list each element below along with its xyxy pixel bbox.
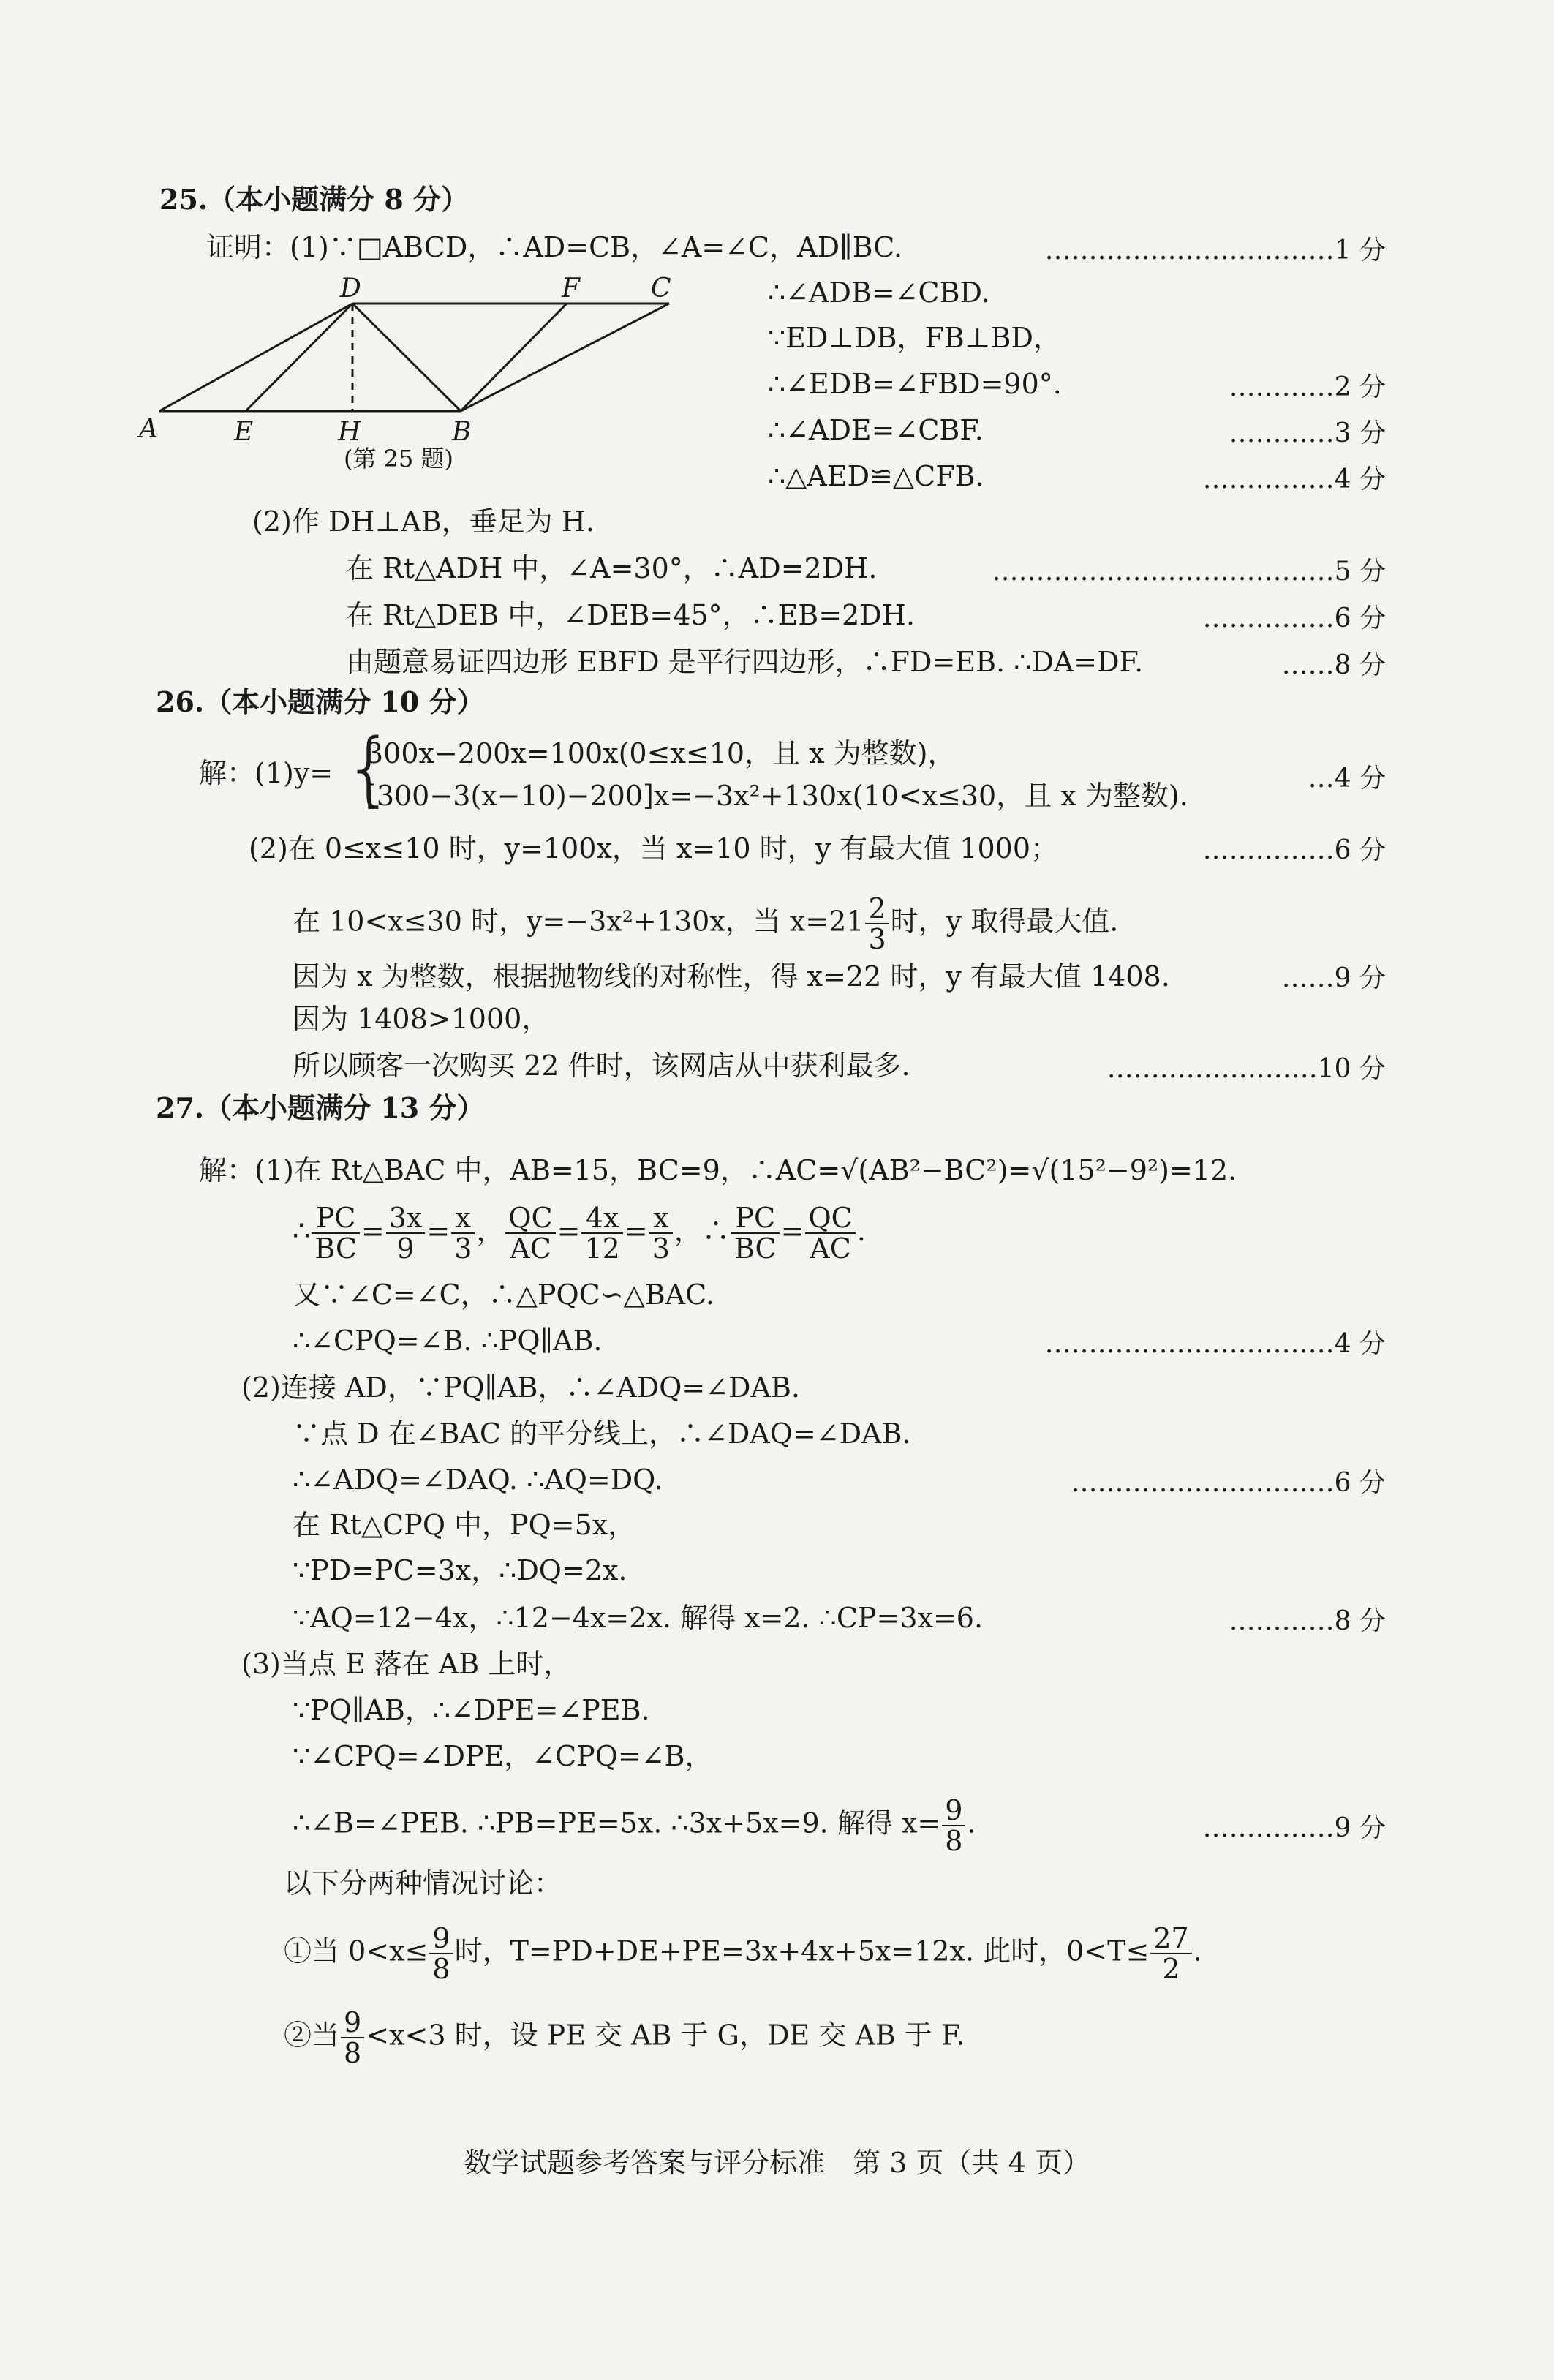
q27-line-5: (2)连接 AD，∵PQ∥AB，∴∠ADQ=∠DAB. (241, 1371, 800, 1404)
operator-text: = (361, 1214, 385, 1247)
numerator: PC (312, 1203, 360, 1234)
fraction (312, 1203, 360, 1263)
q27-line-8: 在 Rt△CPQ 中，PQ=5x， (293, 1509, 636, 1541)
q25-line-8: 在 Rt△ADH 中，∠A=30°，∴AD=2DH. (346, 552, 878, 584)
denominator: AC (810, 1232, 851, 1265)
q26-line-3-text-b: 时，y 取得最大值. (890, 905, 1119, 938)
q25-line-3: ∵ED⊥DB，FB⊥BD， (768, 322, 1061, 354)
denominator: 3 (652, 1232, 670, 1265)
q25-score-4: ……………4 分 (1202, 464, 1386, 494)
denominator: 3 (454, 1232, 472, 1265)
denominator: 12 (584, 1232, 620, 1265)
q26-line-3 (293, 894, 1118, 954)
fraction (805, 1203, 855, 1263)
q25-score-1: ……………………………1 分 (1044, 236, 1386, 266)
q27-line-4: ∴∠CPQ=∠B. ∴PQ∥AB. (293, 1325, 603, 1357)
q25-line-2: ∴∠ADB=∠CBD. (768, 276, 990, 309)
numerator: 3x (386, 1203, 426, 1234)
label-D: D (340, 274, 361, 304)
numerator: QC (805, 1203, 855, 1234)
fraction-two-thirds (865, 894, 889, 954)
fraction-nine-eighths (341, 2008, 364, 2068)
denominator: 8 (432, 1953, 450, 1985)
numerator: 4x (581, 1203, 622, 1234)
q26-line-4: 因为 x 为整数，根据抛物线的对称性，得 x=22 时，y 有最大值 1408. (293, 960, 1170, 993)
q27-line-7: ∴∠ADQ=∠DAQ. ∴AQ=DQ. (293, 1464, 663, 1496)
q25-line-4: ∴∠EDB=∠FBD=90°. (768, 368, 1062, 400)
numerator: 27 (1150, 1924, 1191, 1954)
figure-caption: (第 25 题) (344, 445, 454, 472)
numerator: 2 (865, 894, 889, 924)
label-H: H (338, 417, 361, 447)
fraction-nine-eighths (942, 1796, 965, 1856)
q25-score-5: …………………………………5 分 (992, 557, 1386, 587)
q25-line-6: ∴△AED≌△CFB. (768, 460, 984, 492)
q26-score-10: ……………………10 分 (1106, 1054, 1386, 1084)
q27-line-16 (284, 1924, 1202, 1984)
numerator: 9 (341, 2008, 364, 2038)
piecewise-brace: { (344, 721, 395, 815)
numerator: x (649, 1203, 673, 1234)
fraction (581, 1203, 622, 1263)
q27-score-6: …………………………6 分 (1071, 1468, 1386, 1498)
denominator: BC (314, 1232, 357, 1265)
q27-line-6: ∵点 D 在∠BAC 的平分线上，∴∠DAQ=∠DAB. (293, 1417, 911, 1450)
denominator: 9 (396, 1232, 415, 1265)
q25-score-8: ……8 分 (1281, 650, 1386, 680)
q27-line-17-text-a: ②当 (284, 2019, 340, 2052)
q27-heading: 27.（本小题满分 13 分） (156, 1091, 485, 1124)
q25-line-5: ∴∠ADE=∠CBF. (768, 414, 984, 446)
q27-line-3: 又∵∠C=∠C，∴△PQC∽△BAC. (293, 1279, 714, 1311)
q25-heading: 25.（本小题满分 8 分） (159, 183, 469, 216)
label-F: F (562, 274, 580, 304)
numerator: 9 (429, 1924, 453, 1954)
q25-line-10: 由题意易证四边形 EBFD 是平行四边形，∴FD=EB. ∴DA=DF. (346, 646, 1144, 678)
q27-line-17-text-b: <x<3 时，设 PE 交 AB 于 G，DE 交 AB 于 F. (366, 2019, 965, 2052)
q25-line-7: (2)作 DH⊥AB，垂足为 H. (252, 505, 595, 538)
q26-score-9: ……9 分 (1281, 963, 1386, 993)
q26-line-5: 因为 1408>1000， (293, 1003, 550, 1035)
fraction-27-halves (1150, 1924, 1191, 1984)
q25-score-6: ……………6 分 (1202, 603, 1386, 633)
q26-line-3-text-a: 在 10<x≤30 时，y=−3x²+130x，当 x=21 (293, 905, 864, 938)
q27-line-11: (3)当点 E 落在 AB 上时， (241, 1648, 572, 1680)
q26-case-2: [300−3(x−10)−200]x=−3x²+130x(10<x≤30，且 x 为整数). (366, 780, 1188, 812)
fraction (451, 1203, 475, 1263)
q26-line-6: 所以顾客一次购买 22 件时，该网店从中获利最多. (293, 1050, 910, 1082)
denominator: 2 (1162, 1953, 1180, 1985)
q26-line-2: (2)在 0≤x≤10 时，y=100x，当 x=10 时，y 有最大值 1000； (249, 832, 1059, 865)
numerator: x (451, 1203, 475, 1234)
page-footer: 数学试题参考答案与评分标准 第 3 页（共 4 页） (464, 2147, 1090, 2179)
segment-ED (246, 304, 352, 411)
q26-heading: 26.（本小题满分 10 分） (156, 685, 485, 718)
denominator: 3 (868, 923, 886, 955)
q27-line-13: ∵∠CPQ=∠DPE，∠CPQ=∠B， (293, 1740, 713, 1772)
q25-score-2: …………2 分 (1229, 372, 1386, 402)
segment-AD (159, 304, 352, 411)
fraction-row (310, 1202, 866, 1265)
denominator: 8 (945, 1825, 963, 1857)
fraction (649, 1203, 673, 1263)
q27-line-10: ∵AQ=12−4x，∴12−4x=2x. 解得 x=2. ∴CP=3x=6. (293, 1602, 984, 1634)
q27-line-1: 解：(1)在 Rt△BAC 中，AB=15，BC=9，∴AC=√(AB²−BC²)=√(15²−9²)=12. (199, 1154, 1237, 1186)
therefore-symbol: ∴ (293, 1214, 311, 1247)
segment-BC (461, 304, 669, 411)
fraction (505, 1203, 555, 1263)
q27-line-2 (293, 1203, 866, 1263)
q26-score-4: …4 分 (1308, 764, 1386, 794)
denominator: 8 (344, 2037, 362, 2069)
q27-line-12: ∵PQ∥AB，∴∠DPE=∠PEB. (293, 1694, 650, 1726)
q27-score-4: ……………………………4 分 (1044, 1329, 1386, 1359)
operator-text: = (557, 1214, 581, 1247)
operator-text: = (624, 1214, 648, 1247)
fraction-nine-eighths (429, 1924, 453, 1984)
operator-text: ， (476, 1214, 505, 1247)
numerator: 9 (942, 1796, 965, 1826)
operator-text: ，∴ (674, 1214, 730, 1247)
q27-line-14 (293, 1796, 976, 1856)
label-E: E (234, 417, 254, 447)
operator-text: = (780, 1214, 804, 1247)
q26-line-1-label: 解：(1)y= (199, 757, 333, 789)
segment-DB (352, 304, 461, 411)
numerator: QC (505, 1203, 555, 1234)
segment-BF (461, 304, 567, 411)
label-A: A (139, 414, 158, 444)
fraction (731, 1203, 780, 1263)
q27-line-9: ∵PD=PC=3x，∴DQ=2x. (293, 1554, 627, 1586)
operator-text: . (856, 1214, 866, 1247)
q27-score-8: …………8 分 (1229, 1606, 1386, 1636)
q25-line-1: 证明：(1)∵□ABCD，∴AD=CB，∠A=∠C，AD∥BC. (206, 231, 903, 263)
q27-line-17 (284, 2008, 965, 2068)
label-C: C (651, 274, 671, 304)
denominator: AC (510, 1232, 551, 1265)
q27-line-15: 以下分两种情况讨论： (284, 1867, 562, 1899)
denominator: BC (733, 1232, 777, 1265)
q27-line-16-text-b: 时，T=PD+DE+PE=3x+4x+5x=12x. 此时，0<T≤ (454, 1935, 1150, 1967)
parallelogram-diagram (159, 304, 669, 411)
q27-line-16-text-c: . (1193, 1935, 1202, 1967)
q25-score-3: …………3 分 (1229, 418, 1386, 448)
q25-line-9: 在 Rt△DEB 中，∠DEB=45°，∴EB=2DH. (346, 599, 915, 631)
q26-score-6: ……………6 分 (1202, 835, 1386, 865)
operator-text: = (426, 1214, 450, 1247)
q27-score-9: ……………9 分 (1202, 1813, 1386, 1843)
q27-line-14-text-a: ∴∠B=∠PEB. ∴PB=PE=5x. ∴3x+5x=9. 解得 x= (293, 1807, 941, 1839)
q26-case-1: 300x−200x=100x(0≤x≤10，且 x 为整数)， (366, 737, 956, 769)
q25-figure (132, 272, 702, 484)
label-B: B (452, 417, 472, 447)
fraction (386, 1203, 426, 1263)
q27-line-14-text-b: . (967, 1807, 976, 1839)
numerator: PC (731, 1203, 780, 1234)
q27-line-16-text-a: ①当 0<x≤ (284, 1935, 429, 1967)
